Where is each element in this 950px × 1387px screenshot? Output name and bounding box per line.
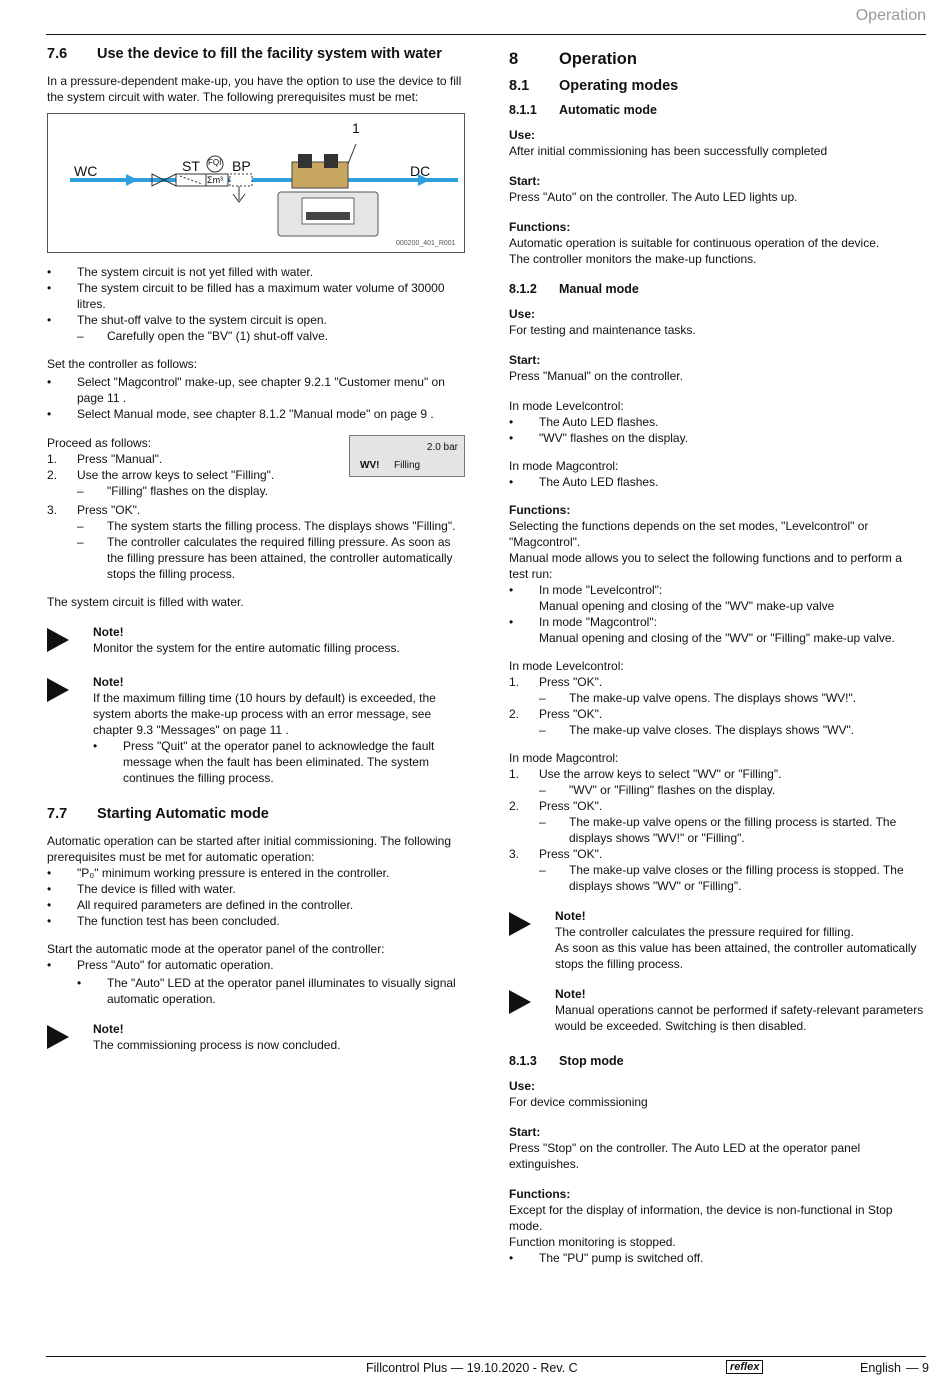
functions-label: Functions: [509, 503, 571, 517]
section-7-6-heading [47, 46, 467, 62]
note-pressure [509, 908, 924, 972]
proceed-title: Proceed as follows: [47, 436, 152, 450]
note-title: Note! [93, 1022, 124, 1036]
list-item: • "P₀" minimum working pressure is entered in the controller. [47, 866, 390, 880]
note-arrow-icon [47, 628, 69, 652]
note-text: Manual operations cannot be performed if safety-relevant parameters would be exceeded. Switching is then disabled. [555, 1003, 924, 1033]
label-st: ST [182, 158, 200, 174]
piping-schematic [48, 114, 464, 252]
note-text: Monitor the system for the entire automatic filling process. [93, 641, 400, 655]
use-label: Use: [509, 128, 536, 142]
functions-text: Manual mode allows you to select the following functions and to perform a test run: [509, 551, 902, 581]
left-column [47, 46, 467, 1053]
start-text: Press "Manual" on the controller. [509, 369, 683, 383]
proceed-block [47, 435, 467, 582]
footer-doc: Fillcontrol Plus — 19.10.2020 - Rev. C [366, 1361, 578, 1375]
start-text: Press "Stop" on the controller. The Auto LED at the operator panel extinguishes. [509, 1141, 861, 1171]
functions-text: Function monitoring is stopped. [509, 1235, 676, 1249]
intro-text: In a pressure-dependent make-up, you have the option to use the device to fill the system circuit with water. The following prerequisites must be met: [47, 74, 462, 104]
header-section: Operation [855, 7, 926, 24]
right-column [509, 46, 924, 1266]
reflex-logo: reflex [726, 1360, 763, 1374]
list-item: • The shut-off valve to the system circuit is open. [47, 313, 327, 327]
list-item: • Press "Auto" for automatic operation. [47, 958, 274, 972]
list-item: 3. Press "OK". [509, 847, 603, 861]
list-item: 3. Press "OK". [47, 503, 141, 517]
filling-diagram [47, 113, 465, 253]
label-dc: DC [410, 163, 431, 179]
section-number: 7.6 [47, 46, 68, 62]
set-title: Set the controller as follows: [47, 357, 198, 371]
use-text: For device commissioning [509, 1095, 648, 1109]
functions-text: The controller monitors the make-up functions. [509, 252, 757, 266]
list-subitem: – The system starts the filling process. The displays shows "Filling". [77, 519, 456, 533]
start-label: Start: [509, 1125, 541, 1139]
section-8-1-2-heading: 8.1.2 Manual mode [509, 282, 639, 296]
display-filling: Filling [394, 460, 421, 471]
list-subitem: – The make-up valve opens or the filling process is started. The displays shows "WV!" or "Filling". [539, 815, 897, 845]
list-item: • The device is filled with water. [47, 882, 236, 896]
label-bp: BP [232, 158, 251, 174]
functions-text: Except for the display of information, the device is non-functional in Stop mode. [509, 1203, 893, 1233]
functions-label: Functions: [509, 220, 571, 234]
section-7-7-heading: 7.7 Starting Automatic mode [47, 806, 269, 822]
start-label: Start: [509, 174, 541, 188]
list-item: • The Auto LED flashes. [509, 415, 659, 429]
list-item: • The system circuit is not yet filled with water. [47, 265, 314, 279]
section-title: Use the device to fill the facility system with water [97, 46, 442, 62]
note-max-time [47, 674, 467, 786]
list-item: 2. Press "OK". [509, 799, 603, 813]
note-arrow-icon [47, 1025, 69, 1049]
mode-title: In mode Levelcontrol: [509, 659, 624, 673]
prereq-list [47, 264, 467, 344]
header-rule [46, 34, 926, 35]
display-wv: WV! [360, 460, 380, 471]
start-text: Press "Auto" on the controller. The Auto LED lights up. [509, 190, 798, 204]
note-text: If the maximum filling time (10 hours by default) is exceeded, the system aborts the make-up process with an error message, see chapter 9.3 "Messages" on page 11 . [93, 691, 436, 737]
footer-rule [46, 1356, 926, 1357]
list-item: • Select "Magcontrol" make-up, see chapter 9.2.1 "Customer menu" on page 11 . [47, 375, 445, 405]
note-arrow-icon [47, 678, 69, 702]
list-item: 1. Press "OK". [509, 675, 603, 689]
note-title: Note! [555, 987, 586, 1001]
use-label: Use: [509, 1079, 536, 1093]
list-item: • "WV" flashes on the display. [509, 431, 689, 445]
list-subitem: – The make-up valve opens. The displays shows "WV!". [539, 691, 857, 705]
use-label: Use: [509, 307, 536, 321]
label-wc: WC [74, 163, 98, 179]
section-8-1-heading: 8.1 Operating modes [509, 78, 679, 94]
note-text: As soon as this value has been attained, the controller automatically stops the filling process. [555, 941, 917, 971]
functions-label: Functions: [509, 1187, 571, 1201]
footer-page: — 9 [906, 1361, 929, 1375]
note-arrow-icon [509, 990, 531, 1014]
start-title: Start the automatic mode at the operator panel of the controller: [47, 942, 385, 956]
list-subitem: – The make-up valve closes or the filling process is stopped. The displays shows "WV" or "Filling". [539, 863, 904, 893]
functions-text: Selecting the functions depends on the set modes, "Levelcontrol" or "Magcontrol". [509, 519, 869, 549]
section-8-1-3-heading: 8.1.3 Stop mode [509, 1054, 624, 1068]
use-text: For testing and maintenance tasks. [509, 323, 696, 337]
section-8-1-1-heading: 8.1.1 Automatic mode [509, 103, 657, 117]
list-item: • Press "Quit" at the operator panel to acknowledge the fault message when the fault has been eliminated. The system continues the filling process. [93, 739, 435, 785]
note-title: Note! [93, 675, 124, 689]
use-text: After initial commissioning has been successfully completed [509, 144, 828, 158]
list-subitem: – "Filling" flashes on the display. [77, 484, 269, 498]
section-8-heading: 8 Operation [509, 50, 637, 68]
list-subitem: – "WV" or "Filling" flashes on the display. [539, 783, 776, 797]
note-title: Note! [555, 909, 586, 923]
note-title: Note! [93, 625, 124, 639]
footer-lang: English [860, 1361, 901, 1375]
list-item: • In mode "Magcontrol": Manual opening and closing of the "WV" or "Filling" make-up valve. [509, 615, 895, 645]
note-concluded [47, 1021, 467, 1053]
note-arrow-icon [509, 912, 531, 936]
mode-title: In mode Levelcontrol: [509, 399, 624, 413]
diagram-code: 000200_401_R001 [396, 240, 456, 247]
mode-title: In mode Magcontrol: [509, 459, 619, 473]
list-item: • The "PU" pump is switched off. [509, 1251, 704, 1265]
note-text: The controller calculates the pressure required for filling. [555, 925, 854, 939]
list-item: 2. Use the arrow keys to select "Filling". [47, 468, 275, 482]
list-subitem: • The "Auto" LED at the operator panel illuminates to visually signal automatic operation. [77, 976, 456, 1006]
list-item: • The system circuit to be filled has a maximum water volume of 30000 litres. [47, 281, 445, 311]
list-item: 1. Press "Manual". [47, 452, 163, 466]
list-item: • The Auto LED flashes. [509, 475, 659, 489]
note-text: The commissioning process is now concluded. [93, 1038, 341, 1052]
functions-text: Automatic operation is suitable for continuous operation of the device. [509, 236, 880, 250]
list-item: 2. Press "OK". [509, 707, 603, 721]
label-sigma: Σm³ [207, 175, 224, 185]
start-label: Start: [509, 353, 541, 367]
display-pressure: 2.0 bar [426, 442, 458, 453]
list-item: • The function test has been concluded. [47, 914, 280, 928]
list-subitem: – Carefully open the "BV" (1) shut-off valve. [77, 329, 329, 343]
note-safety [509, 986, 924, 1034]
label-1: 1 [352, 120, 360, 136]
controller-display [349, 435, 465, 477]
result-text: The system circuit is filled with water. [47, 595, 244, 609]
list-subitem: – The make-up valve closes. The displays shows "WV". [539, 723, 855, 737]
mode-title: In mode Magcontrol: [509, 751, 619, 765]
list-item: • All required parameters are defined in the controller. [47, 898, 354, 912]
list-item: • In mode "Levelcontrol": Manual opening and closing of the "WV" make-up valve [509, 583, 835, 613]
note-monitor [47, 624, 467, 656]
list-item: • Select Manual mode, see chapter 8.1.2 "Manual mode" on page 9 . [47, 407, 434, 421]
list-subitem: – The controller calculates the required filling pressure. As soon as the filling pressure has been attained, the controller automatically stops the filling process. [77, 535, 453, 581]
s77-intro: Automatic operation can be started after initial commissioning. The following prerequisites must be met for automatic operation: [47, 834, 451, 864]
list-item: 1. Use the arrow keys to select "WV" or "Filling". [509, 767, 782, 781]
label-fqi: FQI [208, 158, 222, 167]
